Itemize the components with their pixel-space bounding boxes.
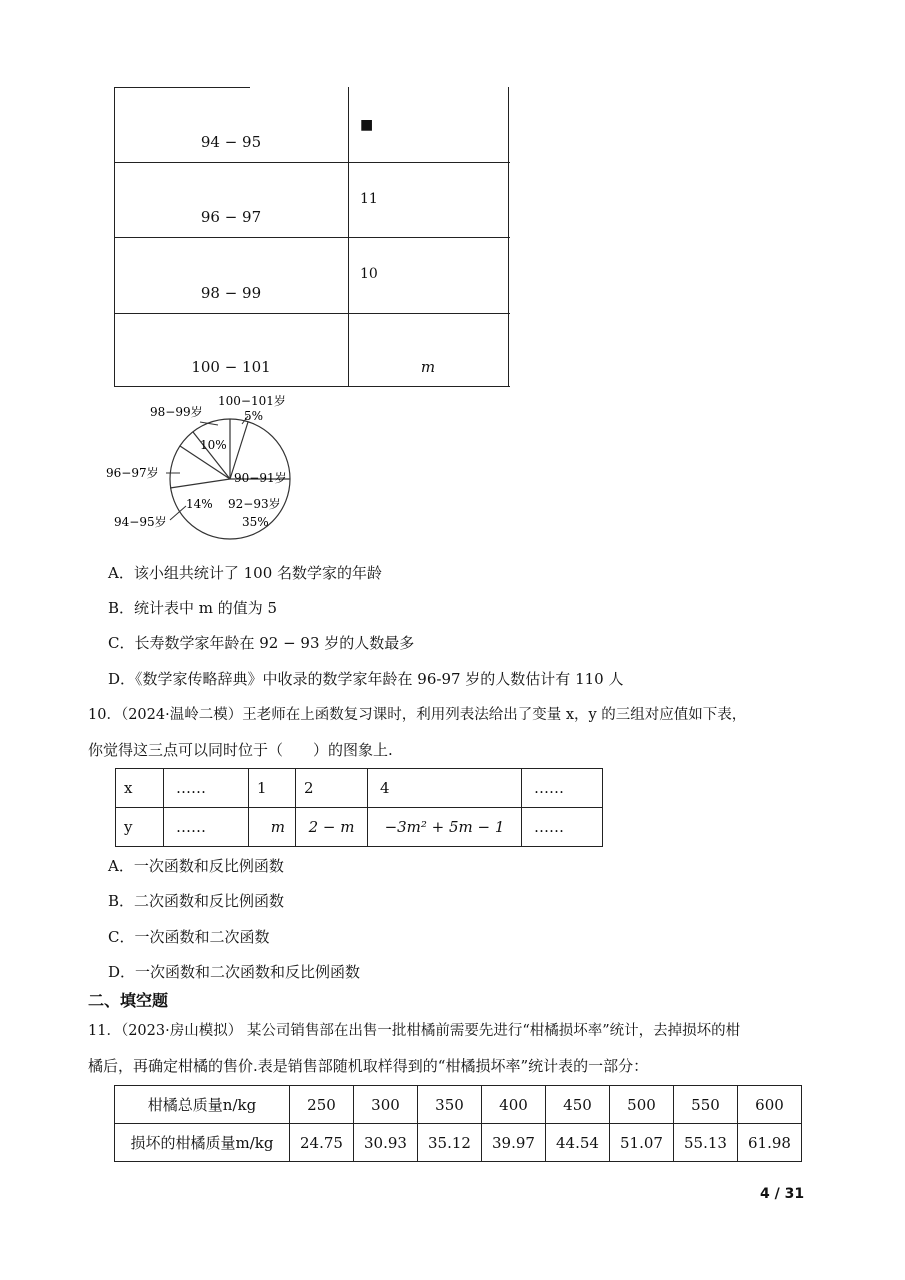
q11-header-cell: 柑橘总质量n/kg [115,1086,290,1124]
x-cell: …… [522,769,603,808]
q11-cell: 550 [674,1086,738,1124]
age-range-cell: 98 − 99 [200,284,262,302]
y-cell: y [116,808,164,847]
option-c: C．一次函数和二次函数 [108,928,270,946]
option-a: A．一次函数和反比例函数 [108,857,284,875]
option-d: D．一次函数和二次函数和反比例函数 [108,963,361,981]
age-count-cell: ■ [360,117,374,133]
q11-cell: 30.93 [354,1124,418,1162]
pie-pct: 10% [200,438,227,452]
q11-cell: 300 [354,1086,418,1124]
question-10-line1: 10．（2024·温岭二模）王老师在上函数复习课时，利用列表法给出了变量 x，y 的三组对应值如下表， [88,707,747,723]
option-c: C．长寿数学家年龄在 92 − 93 岁的人数最多 [108,634,415,652]
pie-label: 90−91岁 [234,471,287,485]
question-10-line2: 你觉得这三点可以同时位于（ ）的图象上. [88,741,393,759]
pie-pct: 14% [186,497,213,511]
age-table [114,87,510,388]
option-d: D．《数学家传略辞典》中收录的数学家年龄在 96-97 岁的人数估计有 110 人 [108,670,624,688]
age-count-cell: 10 [360,266,378,282]
x-cell: 1 [249,769,296,808]
page-number: 4 / 31 [760,1186,805,1202]
x-cell: 4 [368,769,522,808]
y-cell: …… [164,808,249,847]
q11-cell: 51.07 [610,1124,674,1162]
q11-cell: 55.13 [674,1124,738,1162]
pie-label: 96−97岁 [106,466,159,480]
pie-pct: 5% [244,409,264,423]
y-cell: −3m² + 5m − 1 [368,808,522,847]
pie-label: 94−95岁 [114,515,167,529]
x-cell: x [116,769,164,808]
q11-cell: 39.97 [482,1124,546,1162]
option-b: B．统计表中 m 的值为 5 [108,599,278,617]
question-11-line1: 11．（2023·房山模拟） 某公司销售部在出售一批柑橘前需要先进行“柑橘损坏率”统计，去掉损坏的柑 [88,1023,741,1039]
option-b: B．二次函数和反比例函数 [108,892,285,910]
question-11-line2: 橘后，再确定柑橘的售价.表是销售部随机取样得到的“柑橘损坏率”统计表的一部分： [88,1057,649,1075]
q10-table [115,768,603,847]
y-cell: 2 − m [296,808,368,847]
age-range-cell: 96 − 97 [200,208,262,226]
q11-table [114,1085,802,1162]
pie-label: 100−101岁 [218,394,286,408]
q11-cell: 250 [290,1086,354,1124]
y-cell: …… [522,808,603,847]
option-a: A．该小组共统计了 100 名数学家的年龄 [108,564,383,582]
q11-cell: 35.12 [418,1124,482,1162]
x-cell: 2 [296,769,368,808]
pie-label: 92−93岁 [228,497,281,511]
pie-label: 98−99岁 [150,405,203,419]
x-cell: …… [164,769,249,808]
age-count-cell: 11 [360,191,378,207]
q11-cell: 450 [546,1086,610,1124]
section-title: 二、填空题 [88,991,169,1010]
q11-cell: 44.54 [546,1124,610,1162]
age-range-cell: 100 − 101 [191,358,271,376]
age-range-cell: 94 − 95 [200,133,262,151]
q11-header-cell: 损坏的柑橘质量m/kg [115,1124,290,1162]
q11-cell: 61.98 [738,1124,802,1162]
q11-cell: 24.75 [290,1124,354,1162]
q11-cell: 500 [610,1086,674,1124]
pie-boundary [170,479,230,488]
pie-chart [100,392,310,552]
pie-pct: 35% [242,515,269,529]
q11-cell: 600 [738,1086,802,1124]
q11-cell: 400 [482,1086,546,1124]
q11-cell: 350 [418,1086,482,1124]
y-cell: m [249,808,296,847]
age-count-cell: m [420,358,436,376]
